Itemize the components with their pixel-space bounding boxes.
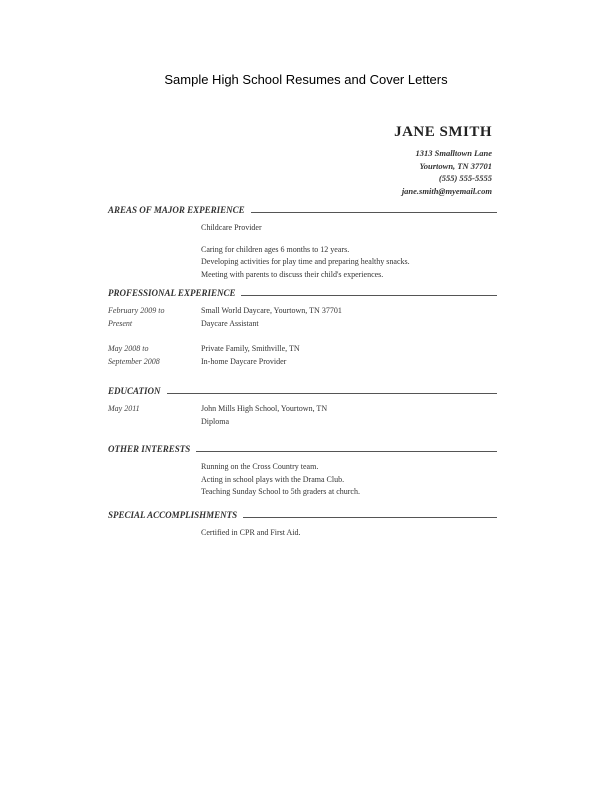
job-details — [201, 305, 497, 330]
section-divider — [196, 451, 497, 452]
interests-list — [201, 461, 497, 499]
experience-area-details — [201, 244, 497, 282]
job-entry — [108, 305, 497, 330]
section-divider — [241, 295, 497, 296]
accomplishments-list — [201, 527, 497, 540]
section-divider — [167, 393, 497, 394]
section-title: OTHER INTERESTS — [108, 444, 191, 454]
email-address: jane.smith@myemail.com — [401, 185, 492, 196]
date-line: Present — [108, 318, 133, 328]
accomplishment-line: Certified in CPR and First Aid. — [201, 528, 301, 537]
address-line-2: Yourtown, TN 37701 — [419, 160, 492, 171]
date-line: February 2009 to — [108, 306, 165, 315]
section-professional-experience — [108, 288, 497, 381]
school-name: John Mills High School, Yourtown, TN — [201, 404, 328, 413]
resume-header — [394, 124, 492, 197]
degree: Diploma — [201, 416, 229, 426]
date-line: September 2008 — [108, 356, 160, 366]
section-other-interests — [108, 444, 497, 508]
section-divider — [243, 517, 497, 518]
date-line: May 2008 to — [108, 344, 149, 353]
interest-line: Running on the Cross Country team. — [201, 462, 319, 471]
address-line-1: 1313 Smalltown Lane — [415, 148, 492, 158]
detail-line: Developing activities for play time and preparing healthy snacks. — [201, 257, 410, 266]
job-dates — [108, 343, 201, 368]
detail-line: Caring for children ages 6 months to 12 years. — [201, 244, 350, 254]
section-areas-of-experience — [108, 205, 497, 290]
experience-area-title: Childcare Provider — [201, 223, 262, 232]
employer: Private Family, Smithville, TN — [201, 344, 300, 353]
experience-area — [201, 222, 497, 235]
interest-line: Teaching Sunday School to 5th graders at church. — [201, 487, 360, 496]
section-header — [108, 205, 497, 215]
section-education — [108, 386, 497, 441]
section-title: PROFESSIONAL EXPERIENCE — [108, 288, 236, 298]
section-header — [108, 510, 497, 520]
date-line: May 2011 — [108, 404, 140, 413]
education-entry — [108, 403, 497, 428]
detail-line: Meeting with parents to discuss their child's experiences. — [201, 269, 384, 279]
education-date — [108, 403, 201, 428]
job-title: Daycare Assistant — [201, 318, 259, 328]
section-special-accomplishments — [108, 510, 497, 549]
job-entry — [108, 343, 497, 368]
section-title: AREAS OF MAJOR EXPERIENCE — [108, 205, 245, 215]
job-details — [201, 343, 497, 368]
education-details — [201, 403, 497, 428]
section-header — [108, 444, 497, 454]
document-title: Sample High School Resumes and Cover Letters — [164, 72, 448, 87]
section-title: SPECIAL ACCOMPLISHMENTS — [108, 510, 238, 520]
section-header — [108, 386, 497, 396]
section-divider — [251, 212, 497, 213]
employer: Small World Daycare, Yourtown, TN 37701 — [201, 306, 342, 315]
job-title: In-home Daycare Provider — [201, 356, 287, 366]
applicant-name: JANE SMITH — [394, 124, 492, 140]
phone-number: (555) 555-5555 — [438, 173, 492, 183]
interest-line: Acting in school plays with the Drama Club. — [201, 474, 345, 484]
section-header — [108, 288, 497, 298]
section-title: EDUCATION — [108, 386, 161, 396]
job-dates — [108, 305, 201, 330]
